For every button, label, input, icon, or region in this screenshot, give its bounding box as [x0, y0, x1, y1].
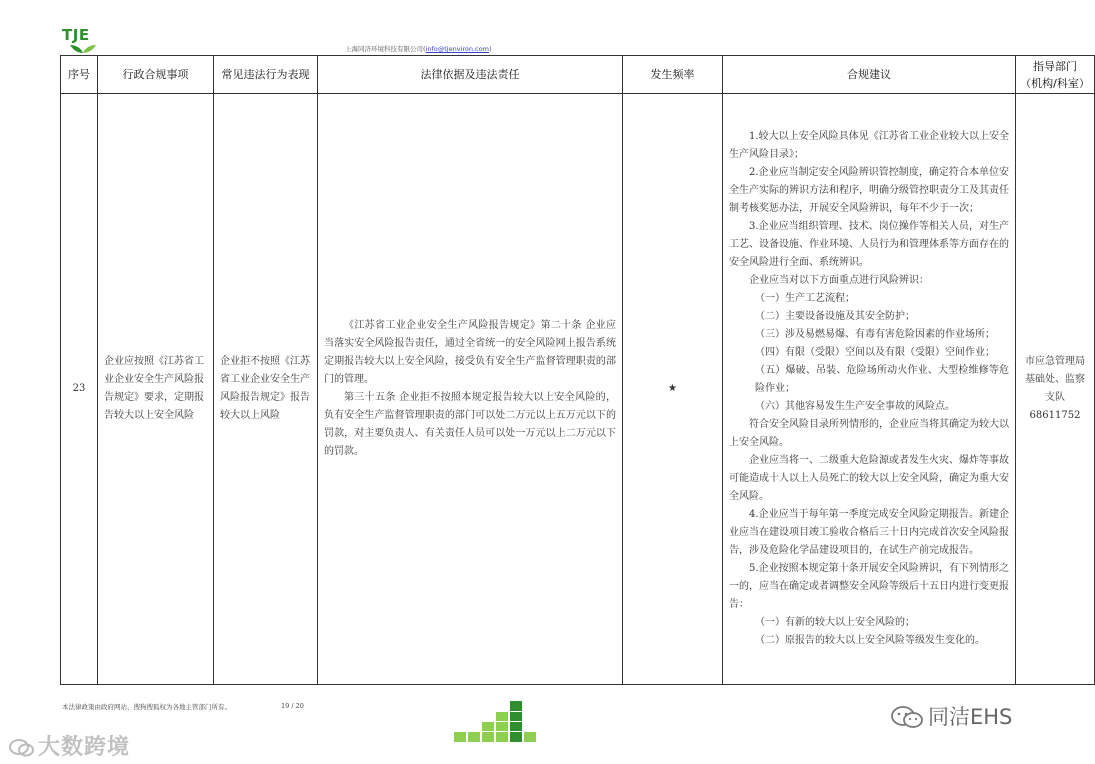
company-logo: [62, 26, 102, 54]
watermark-left: [8, 730, 130, 761]
advice-item: 4.企业应当于每年第一季度完成安全风险定期报告。新建企业应当在建设项目竣工验收合格后三十日内完成首次安全风险报告，涉及危险化学品建设项目的，在试生产前完成报告。: [729, 509, 1009, 556]
frequency-star-icon: ★: [623, 94, 723, 685]
legal-para-2: 第三十五条 企业拒不按照本规定报告较大以上安全风险的，负有安全生产监督管理职责的部门可以处二万元以上五万元以下的罚款，对主要负责人、有关责任人员可以处一万元以上二万元以下的罚款。: [324, 392, 616, 457]
logo-text: TJE: [62, 26, 90, 44]
advice-item: （二）原报告的较大以上安全风险等级发生变化的。: [755, 635, 985, 646]
row-legal: [318, 94, 623, 685]
col-header-advice: 合规建议: [723, 56, 1016, 94]
col-header-frequency: 发生频率: [623, 56, 723, 94]
green-blocks-logo: [454, 701, 536, 743]
company-header: [345, 44, 492, 53]
advice-item: 企业应当将一、二级重大危险源或者发生火灾、爆炸等事故可能造成十人以上人员死亡的较大以上安全风险，确定为重大安全风险。: [729, 455, 1009, 502]
legal-para-1: 《江苏省工业企业安全生产风险报告规定》第二十条 企业应当落实安全风险报告责任，通过全省统一的安全风险网上报告系统定期报告较大以上安全风险，接受负有安全生产监督管理职责的部门的管理。: [324, 320, 616, 385]
paren-close: ): [488, 45, 492, 53]
row-violation: 企业拒不按照《江苏省工业企业安全生产风险报告规定》报告较大以上风险: [214, 94, 318, 685]
advice-item: 1.较大以上安全风险具体见《江苏省工业企业较大以上安全生产风险目录》；: [729, 131, 1009, 160]
company-email-link[interactable]: info@tjenviron.com: [425, 45, 489, 53]
advice-item: （六）其他容易发生生产安全事故的风险点。: [755, 401, 955, 412]
compliance-table: [60, 55, 1095, 685]
advice-item: （四）有限（受限）空间以及有限（受限）空间作业；: [755, 347, 995, 358]
advice-item: （一）有新的较大以上安全风险的；: [755, 617, 915, 628]
watermark-left-text: 大数跨境: [38, 735, 131, 760]
advice-item: 3.企业应当组织管理、技术、岗位操作等相关人员，对生产工艺、设备设施、作业环境、人员行为和管理体系等方面存在的安全风险进行全面、系统辨识。: [729, 221, 1009, 268]
advice-item: （五）爆破、吊装、危险场所动火作业、大型检维修等危险作业；: [755, 365, 1009, 394]
advice-item: （三）涉及易燃易爆、有毒有害危险因素的作业场所；: [755, 329, 995, 340]
wechat-icon: [890, 705, 924, 731]
page-number: 19 / 20: [281, 702, 304, 710]
advice-item: 企业应当对以下方面重点进行风险辨识：: [749, 275, 929, 286]
row-department: [1016, 94, 1095, 685]
footer-note: 本法律政策由政府网站、搜狗搜狐权为各地主管部门所有。: [62, 703, 231, 711]
watermark-right-text: 同洁EHS: [928, 705, 1013, 729]
watermark-right: [890, 701, 1012, 731]
advice-item: 5.企业按照本规定第十条开展安全风险辨识，有下列情形之一的，应当在确定或者调整安全风险等级后十五日内进行变更报告：: [729, 563, 1009, 610]
company-name: 上海同济环境科技有限公司: [345, 45, 423, 53]
department-phone: 68611752: [1029, 410, 1081, 421]
row-no: 23: [61, 94, 98, 685]
col-header-legal: 法律依据及违法责任: [318, 56, 623, 94]
advice-item: 符合安全风险目录所列情形的，企业应当将其确定为较大以上安全风险。: [729, 419, 1009, 448]
table-header-row: [61, 56, 1095, 94]
col-header-violation: 常见违法行为表现: [214, 56, 318, 94]
leaf-icon: [70, 43, 96, 53]
advice-item: 2.企业应当制定安全风险辨识管控制度，确定符合本单位安全生产实际的辨识方法和程序，明确分级管控职责分工及其责任制考核奖惩办法，开展安全风险辨识，每年不少于一次；: [729, 167, 1009, 214]
col-header-no: 序号: [61, 56, 98, 94]
table-row: [61, 94, 1095, 685]
advice-item: （二）主要设备设施及其安全防护；: [755, 311, 915, 322]
row-advice: [723, 94, 1016, 685]
advice-item: （一）生产工艺流程；: [755, 293, 855, 304]
department-office: 基础处、监察支队: [1025, 374, 1085, 403]
department-name: 市应急管理局: [1025, 356, 1085, 367]
row-item: 企业应按照《江苏省工业企业安全生产风险报告规定》要求，定期报告较大以上安全风险: [98, 94, 214, 685]
chat-bubble-icon: [8, 738, 34, 758]
col-header-department: 指导部门 （机构/科室）: [1016, 56, 1095, 94]
paren-open: (: [423, 45, 426, 53]
col-header-item: 行政合规事项: [98, 56, 214, 94]
